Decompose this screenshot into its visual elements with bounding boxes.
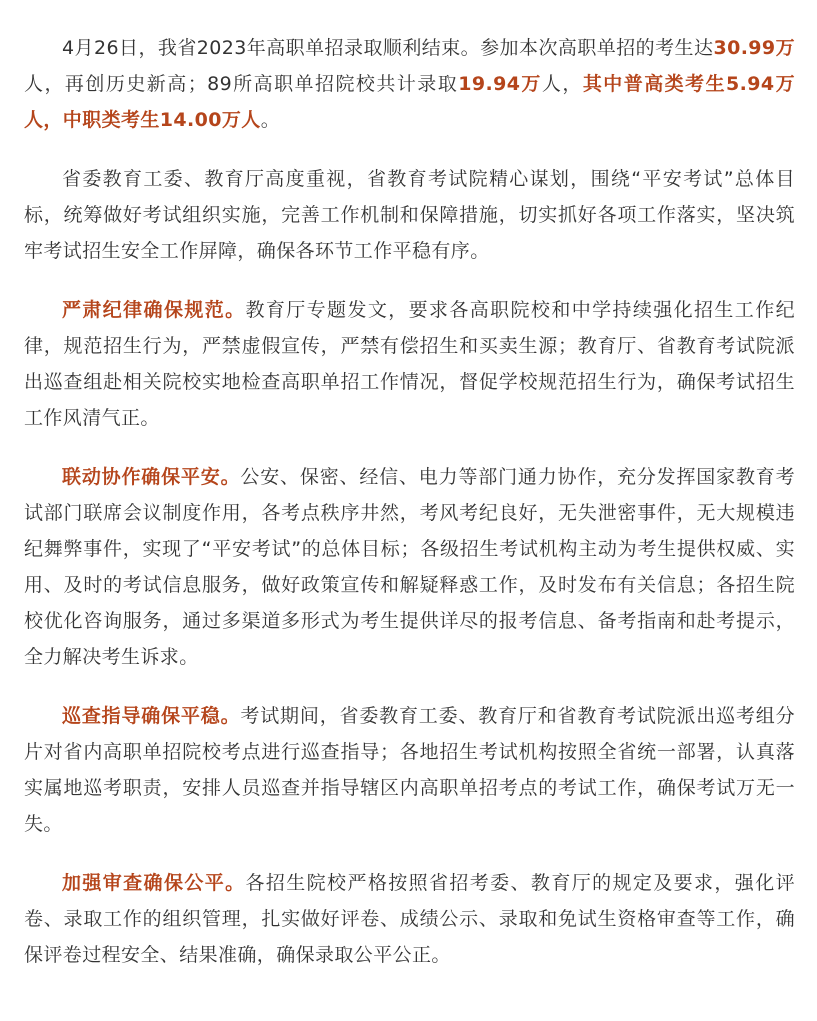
section-heading: 加强审查确保公平。 — [62, 872, 246, 894]
intro-text-3: 人， — [541, 73, 583, 95]
section-inspection — [24, 698, 795, 842]
section-heading: 联动协作确保平安。 — [62, 466, 241, 488]
admitted-count: 19.94万 — [458, 73, 542, 95]
section-discipline — [24, 292, 795, 436]
admission-breakdown: 其中普高类考生5.94万人，中职类考生14.00万人 — [24, 73, 795, 131]
intro-text-2: 人，再创历史新高；89所高职单招院校共计录取 — [24, 73, 459, 95]
section-heading: 严肃纪律确保规范。 — [62, 299, 246, 321]
section-heading: 巡查指导确保平稳。 — [62, 705, 241, 727]
overview-paragraph: 省委教育工委、教育厅高度重视，省教育考试院精心谋划，围绕“平安考试”总体目标，统筹做好考试组织实施，完善工作机制和保障措施，切实抓好各项工作落实，坚决筑牢考试招生安全工作屏障，确保各环节工作平稳有序。 — [24, 168, 795, 262]
section-cooperation — [24, 459, 795, 675]
section-body: 各招生院校严格按照省招考委、教育厅的规定及要求，强化评卷、录取工作的组织管理，扎实做好评卷、成绩公示、录取和免试生资格审查等工作，确保评卷过程安全、结果准确，确保录取公平公正。 — [24, 872, 795, 966]
section-review — [24, 865, 795, 973]
applicant-count: 30.99万 — [713, 37, 795, 59]
intro-text-1: 4月26日，我省2023年高职单招录取顺利结束。参加本次高职单招的考生达 — [62, 37, 714, 59]
section-body: 教育厅专题发文，要求各高职院校和中学持续强化招生工作纪律，规范招生行为，严禁虚假宣传，严禁有偿招生和买卖生源；教育厅、省教育考试院派出巡查组赴相关院校实地检查高职单招工作情况，督促学校规范招生行为，确保考试招生工作风清气正。 — [24, 299, 795, 429]
section-body: 公安、保密、经信、电力等部门通力协作，充分发挥国家教育考试部门联席会议制度作用，各考点秩序井然，考风考纪良好，无失泄密事件，无大规模违纪舞弊事件，实现了“平安考试”的总体目标；各级招生考试机构主动为考生提供权威、实用、及时的考试信息服务，做好政策宣传和解疑释惑工作，及时发布有关信息；各招生院校优化咨询服务，通过多渠道多形式为考生提供详尽的报考信息、备考指南和赴考提示，全力解决考生诉求。 — [24, 466, 795, 668]
intro-paragraph — [24, 30, 795, 138]
section-body: 考试期间，省委教育工委、教育厅和省教育考试院派出巡考组分片对省内高职单招院校考点进行巡查指导；各地招生考试机构按照全省统一部署，认真落实属地巡考职责，安排人员巡查并指导辖区内高职单招考点的考试工作，确保考试万无一失。 — [24, 705, 795, 835]
intro-text-4: 。 — [260, 109, 281, 131]
